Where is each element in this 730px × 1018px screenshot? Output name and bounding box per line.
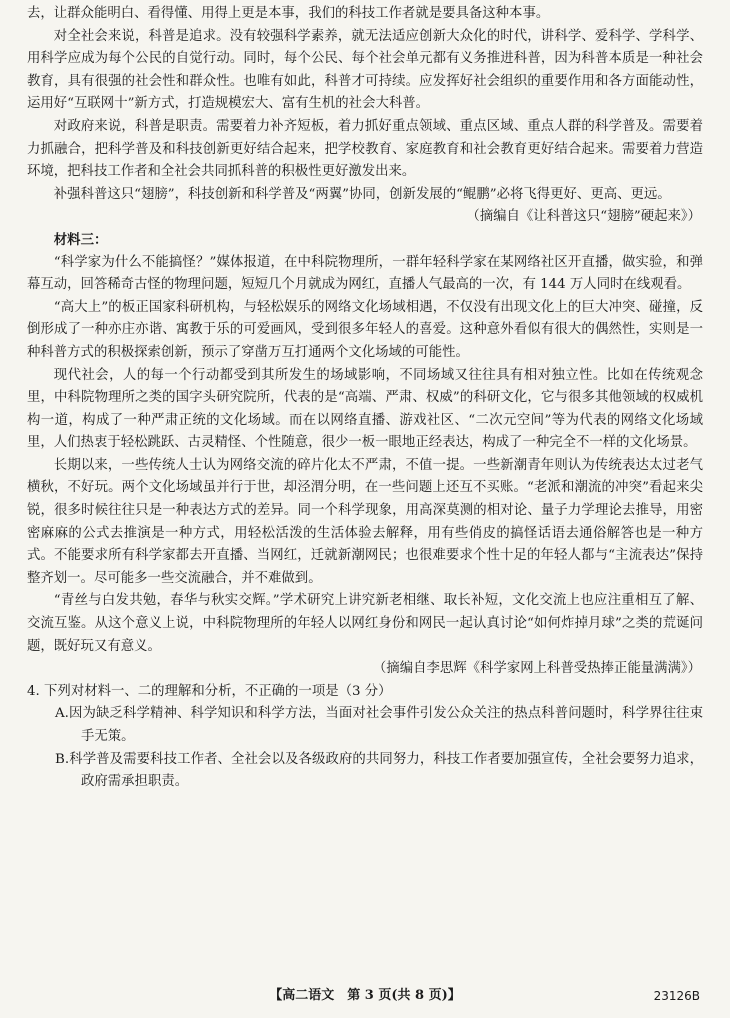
page-number-label: 【高二语文 第 3 页(共 8 页)】 [269, 988, 461, 1003]
paragraph: “高大上”的板正国家科研机构，与轻松娱乐的网络文化场域相遇，不仅没有出现文化上的巨大冲突、碰撞，反倒形成了一种亦庄亦谐、寓教于乐的可爱画风，受到很多年轻人的喜爱。这种意外看似有很大的偶然性，实则是一种科普方式的积极探索创新，预示了穿凿万互打通两个文化场域的可能性。 [27, 299, 703, 360]
paragraph: “科学家为什么不能搞怪？”媒体报道，在中科院物理所，一群年轻科学家在某网络社区开直播，做实验，和弹幕互动，回答稀奇古怪的物理问题，短短几个月就成为网红，直播人气最高的一次，有 144 万人同时在线观看。 [27, 254, 703, 293]
paragraph: 现代社会，人的每一个行动都受到其所发生的场域影响，不同场域又往往具有相对独立性。比如在传统观念里，中科院物理所之类的国字头研究院所，代表的是“高端、严肃、权威”的科研文化，它与很多其他领域的权威机构一道，构成了一种严肃正统的文化场域。而在以网络直播、游戏社区、“二次元空间”等为代表的网络文化场域里，人们热衷于轻松跳跃、古灵精怪、个性随意，很少一板一眼地正经表达，构成了一种完全不一样的文化场景。 [27, 367, 703, 451]
passage [27, 3, 703, 794]
question-stem: 4. 下列对材料一、二的理解和分析，不正确的一项是（3 分） [27, 683, 392, 699]
source-citation: （摘编自《让科普这只“翅膀”硬起来》） [466, 209, 701, 225]
option-label: A. [55, 706, 69, 722]
paragraph: 去，让群众能明白、看得懂、用得上更是本事，我们的科技工作者就是要具备这种本事。 [27, 6, 550, 21]
paragraph: 补强科普这只“翅膀”，科技创新和科学普及“两翼”协同，创新发展的“鲲鹏”必将飞得更好、更高、更远。 [53, 186, 671, 202]
option-text: 因为缺乏科学精神、科学知识和科学方法，当面对社会事件引发公众关注的热点科普问题时，科学界往往束手无策。 [68, 706, 703, 744]
source-citation: （摘编自李思辉《科学家网上科普受热捧正能量满满》） [372, 661, 701, 677]
paragraph: 长期以来，一些传统人士认为网络交流的碎片化太不严肃，不值一提。一些新潮青年则认为传统表达太过老气横秋，不好玩。两个文化场域虽并行于世，却泾渭分明，在一些问题上还互不买账。“老派和潮流的冲突”看起来尖锐，很多时候往往只是一种表达方式的差异。同一个科学现象，用高深莫测的相对论、量子力学理论去推导，用密密麻麻的公式去推演是一种方式，用轻松活泼的生活体验去解释，用有些俏皮的搞怪话语去通俗解答也是一种方式。不能要求所有科学家都去开直播、当网红，迁就新潮网民；也很难要求个性十足的年轻人都与“主流表达”保持整齐划一。尽可能多一些交流融合，并不难做到。 [27, 457, 703, 586]
option-text: 科学普及需要科技工作者、全社会以及各级政府的共同努力，科技工作者要加强宣传，全社会要努力追求，政府需承担职责。 [69, 751, 703, 790]
material-heading: 材料三： [53, 231, 108, 248]
page-footer [0, 985, 730, 1007]
option-b [27, 749, 703, 794]
option-a [27, 703, 703, 748]
paragraph: 对全社会来说，科普是追求。没有较强科学素养，就无法适应创新大众化的时代，讲科学、爱科学、学科学、用科学应成为每个公民的自觉行动。同时，每个公民、每个社会单元都有义务推进科普，因为科普本质是一种社会教育，具有很强的社会性和群众性。也唯有如此，科普才可持续。应发挥好社会组织的重要作用和各方面能动性，运用好“互联网十”新方式，打造规模宏大、富有生机的社会大科普。 [27, 28, 703, 112]
option-label: B. [55, 751, 70, 767]
paragraph: “青丝与白发共勉，春华与秋实交辉。”学术研究上讲究新老相继、取长补短，文化交流上也应注重相互了解、交流互鉴。从这个意义上说，中科院物理所的年轻人以网红身份和网民一起认真讨论“如何炸掉月球”之类的荒诞问题，既好玩又有意义。 [27, 593, 703, 654]
paragraph: 对政府来说，科普是职责。需要着力补齐短板，着力抓好重点领域、重点区域、重点人群的科学普及。需要着力抓融合，把科学普及和科技创新更好结合起来，把学校教育、家庭教育和社会教育更好结合起来。需要着力营造环境，把科技工作者和全社会共同抓科普的积极性更好激发出来。 [27, 118, 703, 180]
exam-code: 23126B [653, 989, 700, 1003]
